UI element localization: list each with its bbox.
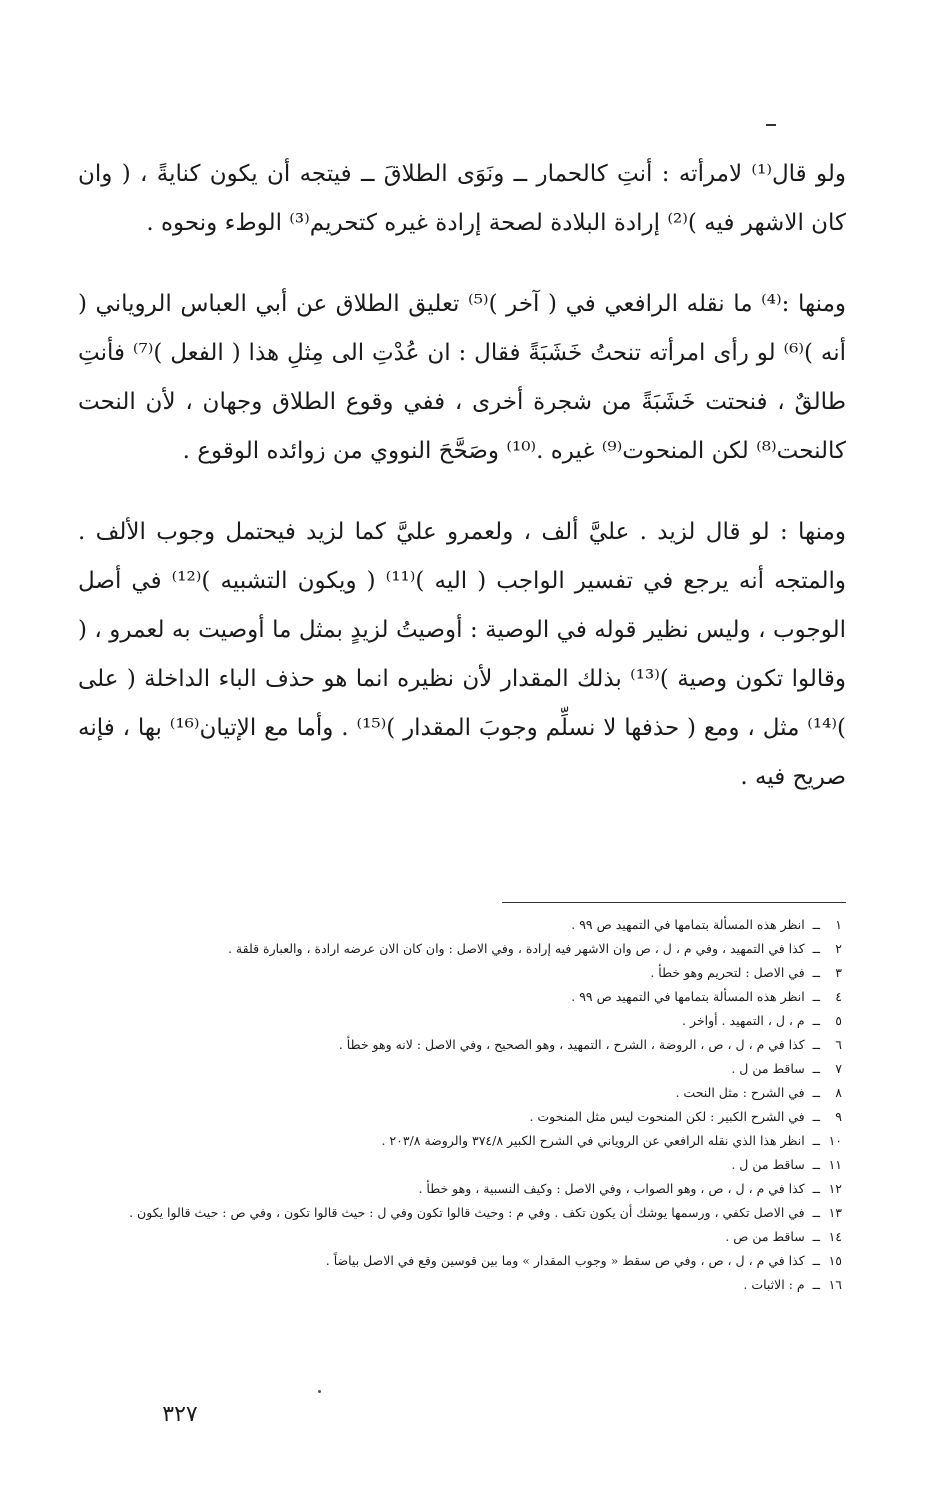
footnote-text: م ، ل ، التمهيد . أواخر . (682, 1013, 805, 1028)
footnote-dash: ــ (812, 1253, 820, 1268)
footnote-number: ١٣ (828, 1205, 842, 1220)
paragraph-2: ومنها :⁽⁴⁾ ما نقله الرافعي في ( آخر )⁽⁵⁾ تعليق الطلاق عن أبي العباس الروياني ( أنه )⁽⁶⁾ لو رأى امرأته تنحتُ خَشَبَةً فقال : ان عُدْتِ الى مِثلِ هذا ( الفعل )⁽⁷⁾ فأنتِ طالقٌ ، فنحتت خَشَبَةً من شجرة أخرى ، ففي وقوع الطلاق وجهان ، لأن النحت كالنحت⁽⁸⁾ لكن المنحوت⁽⁹⁾ غيره .⁽¹⁰⁾ وصَحَّحَ النووي من زوائده الوقوع . (78, 291, 847, 464)
main-text-body (78, 150, 846, 834)
footnote-item (60, 937, 842, 961)
footnote-number: ٨ (835, 1085, 842, 1100)
footnote-dash: ــ (812, 1133, 820, 1148)
footnote-text: كذا في م ، ل ، ص ، وهو الصواب ، وفي الاصل : وكيف النسبية ، وهو خطأ . (418, 1181, 805, 1196)
footnote-text: انظر هذه المسألة بتمامها في التمهيد ص ٩٩ . (571, 917, 805, 932)
footnote-separator (502, 902, 846, 903)
footnote-dash: ــ (812, 1157, 820, 1172)
footnote-text: انظر هذه المسألة بتمامها في التمهيد ص ٩٩ . (571, 989, 805, 1004)
footnote-number: ١٦ (828, 1277, 842, 1292)
footnote-number: ١٤ (828, 1229, 842, 1244)
footnote-text: في الاصل : لتحريم وهو خطأ . (650, 965, 805, 980)
footnotes-list (60, 913, 842, 1297)
footnote-number: ١١ (828, 1157, 842, 1172)
footnote-item (60, 913, 842, 937)
footnote-dash: ــ (812, 1085, 820, 1100)
top-margin-mark (766, 124, 776, 126)
footnote-item (60, 961, 842, 985)
footnote-dash: ــ (812, 965, 820, 980)
footnote-dash: ــ (812, 1037, 820, 1052)
footnote-number: ١٥ (828, 1253, 842, 1268)
footnote-number: ٢ (835, 941, 842, 956)
footnote-number: ٦ (835, 1037, 842, 1052)
footnote-dash: ــ (812, 1277, 820, 1292)
footnote-dash: ــ (812, 917, 820, 932)
footnote-item (60, 1273, 842, 1297)
footnote-item (60, 1009, 842, 1033)
footnote-item (60, 1177, 842, 1201)
footnote-number: ٥ (835, 1013, 842, 1028)
footnote-item (60, 985, 842, 1009)
footnote-dash: ــ (812, 989, 820, 1004)
footnote-item (60, 1225, 842, 1249)
footnote-dash: ــ (812, 1205, 820, 1220)
footnote-item (60, 1081, 842, 1105)
footnote-number: ٧ (835, 1061, 842, 1076)
footnote-dash: ــ (812, 1229, 820, 1244)
footnote-number: ٩ (835, 1109, 842, 1124)
footnote-text: في الشرح : مثل النحت . (675, 1085, 805, 1100)
footnote-number: ١ (835, 917, 842, 932)
footnote-number: ١٠ (828, 1133, 842, 1148)
footnote-number: ١٢ (828, 1181, 842, 1196)
footnote-text: في الشرح الكبير : لكن المنحوت ليس مثل المنحوت . (529, 1109, 805, 1124)
footnote-text: انظر هذا الذي نقله الرافعي عن الروياني في الشرح الكبير ٣٧٤/٨ والروضة ٢٠٣/٨ . (381, 1133, 805, 1148)
footnote-item (60, 1153, 842, 1177)
footnote-dash: ــ (812, 1013, 820, 1028)
footnote-item (60, 1033, 842, 1057)
footnote-dash: ــ (812, 1109, 820, 1124)
paragraph-3: ومنها : لو قال لزيد . عليَّ ألف ، ولعمرو عليَّ كما لزيد فيحتمل وجوب الألف . والمتجه أنه يرجع في تفسير الواجب ( اليه )⁽¹¹⁾ ( ويكون التشبيه )⁽¹²⁾ في أصل الوجوب ، وليس نظير قوله في الوصية : أوصيتُ لزيدٍ بمثل ما أوصيت به لعمرو ، ( وقالوا تكون وصية )⁽¹³⁾ بذلك المقدار لأن نظيره انما هو حذف الباء الداخلة ( على )⁽¹⁴⁾ مثل ، ومع ( حذفها لا نسلِّم وجوبَ المقدار )⁽¹⁵⁾ . وأما مع الإتيان⁽¹⁶⁾ بها ، فإنه صريح فيه . (78, 519, 847, 790)
footnote-text: ساقط من ل . (731, 1061, 805, 1076)
footnote-text: كذا في م ، ل ، ص ، وفي ص سقط « وجوب المقدار » وما بين قوسين وقع في الاصل بياضاً . (325, 1253, 805, 1268)
footnote-text: ساقط من ص . (725, 1229, 805, 1244)
footnote-item (60, 1249, 842, 1273)
footnote-dash: ــ (812, 1181, 820, 1196)
footnote-item (60, 1129, 842, 1153)
footnote-number: ٣ (835, 965, 842, 980)
footnote-dash: ــ (812, 1061, 820, 1076)
paragraph-1: ولو قال⁽¹⁾ لامرأته : أنتِ كالحمار ــ ونَوَى الطلاقَ ــ فيتجه أن يكون كنايةً ، ( وان كان الاشهر فيه )⁽²⁾ إرادة البلادة لصحة إرادة غيره كتحريم⁽³⁾ الوطء ونحوه . (78, 161, 847, 236)
footnote-text: كذا في التمهيد ، وفي م ، ل ، ص وان الاشهر فيه إرادة ، وفي الاصل : وان كان الان عرضه ارادة ، والعبارة قلقة . (227, 941, 805, 956)
footnote-text: ساقط من ل . (731, 1157, 805, 1172)
footnote-item (60, 1201, 842, 1225)
footnote-text: م : الاثبات . (743, 1277, 805, 1292)
footnote-text: كذا في م ، ل ، ص ، الروضة ، الشرح ، التمهيد ، وهو الصحيح ، وفي الاصل : لانه وهو خطأ . (338, 1037, 805, 1052)
footnote-number: ٤ (835, 989, 842, 1004)
footnote-text: في الاصل تكفي ، ورسمها يوشك أن يكون تكف . وفي م : وحيث قالوا تكون وفي ل : حيث قالوا تكون ، وفي ص : حيث قالوا يكون . (129, 1205, 805, 1220)
footnote-item (60, 1105, 842, 1129)
footnote-dash: ــ (812, 941, 820, 956)
page-dot (318, 1390, 321, 1393)
page-number: ٣٢٧ (162, 1402, 198, 1427)
footnote-item (60, 1057, 842, 1081)
